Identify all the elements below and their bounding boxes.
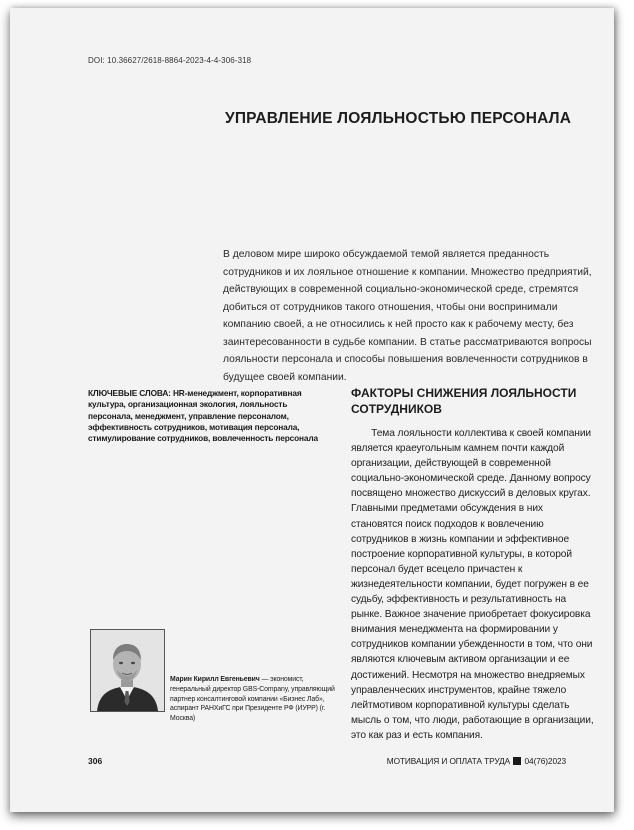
author-bio — [170, 675, 338, 724]
body-paragraph: Тема лояльности коллектива к своей компании является краеугольным камнем почти каждой организации, действующей в современной социально-экономической среде. Данному вопросу посвящено множество дискуссий в деловых кругах. Главными предметами обсуждения в них становятся поиск подходов к вовлечению сотрудников в жизнь компании и эффективное построение корпоративной культуры, в которой персонал будет всецело причастен к жизнедеятельности компании, будет погружен в ее судьбу, эффективность и результативность на рынке. Важное значение приобретает фокусировка внимания менеджмента на формировании у сотрудников компании убежденности в том, что они являются ключевым активом организации и ее достижений. Несмотря на множество внедряемых управленческих инструментов, крайне тяжело лейтмотивом корпоративной культуры сделать мысль о том, что люди, работающие в организации, это как раз и есть компания. — [351, 428, 594, 741]
doi-line: DOI: 10.36627/2618-8864-2023-4-4-306-318 — [88, 56, 252, 65]
article-abstract: В деловом мире широко обсуждаемой темой является преданность сотрудников и их лояльное отношение к компании. Множество предприятий, действующих в современной социально-экономической среде, стремятся добиться от сотрудников такого отношения, чтобы они воспринимали компанию своей, а не относились к ней просто как к рабочему месту, без заинтересованности в судьбе компании. В статье рассматриваются вопросы лояльности персонала и способы повышения вовлеченности сотрудников в будущее своей компании. — [223, 249, 592, 383]
author-description: — экономист, генеральный директор GBS-Company, управляющий партнер консалтинговой компании «Бизнес Лаб», аспирант РАНХиГС при Президенте РФ (ИУРР) (г. Москва) — [170, 676, 335, 723]
keywords-block: КЛЮЧЕВЫЕ СЛОВА: HR-менеджмент, корпоративная культура, организационная экология, лояльность персонала, менеджмент, управление персоналом, эффективность сотрудников, мотивация персонала, стимулирование сотрудников, вовлеченность персонала — [88, 388, 318, 444]
author-portrait-image — [91, 630, 164, 711]
square-separator-icon — [513, 757, 521, 765]
author-name: Марин Кирилл Евгеньевич — [170, 676, 260, 683]
journal-name: МОТИВАЦИЯ И ОПЛАТА ТРУДА — [386, 756, 511, 766]
page-number: 306 — [88, 756, 103, 766]
journal-footer — [387, 756, 566, 766]
article-title: УПРАВЛЕНИЕ ЛОЯЛЬНОСТЬЮ ПЕРСОНАЛА — [225, 110, 572, 127]
section-heading: ФАКТОРЫ СНИЖЕНИЯ ЛОЯЛЬНОСТИ СОТРУДНИКОВ — [351, 386, 577, 416]
author-photo — [90, 629, 165, 712]
issue-number: 04(76)2023 — [524, 756, 566, 766]
page-sheet — [10, 8, 614, 812]
